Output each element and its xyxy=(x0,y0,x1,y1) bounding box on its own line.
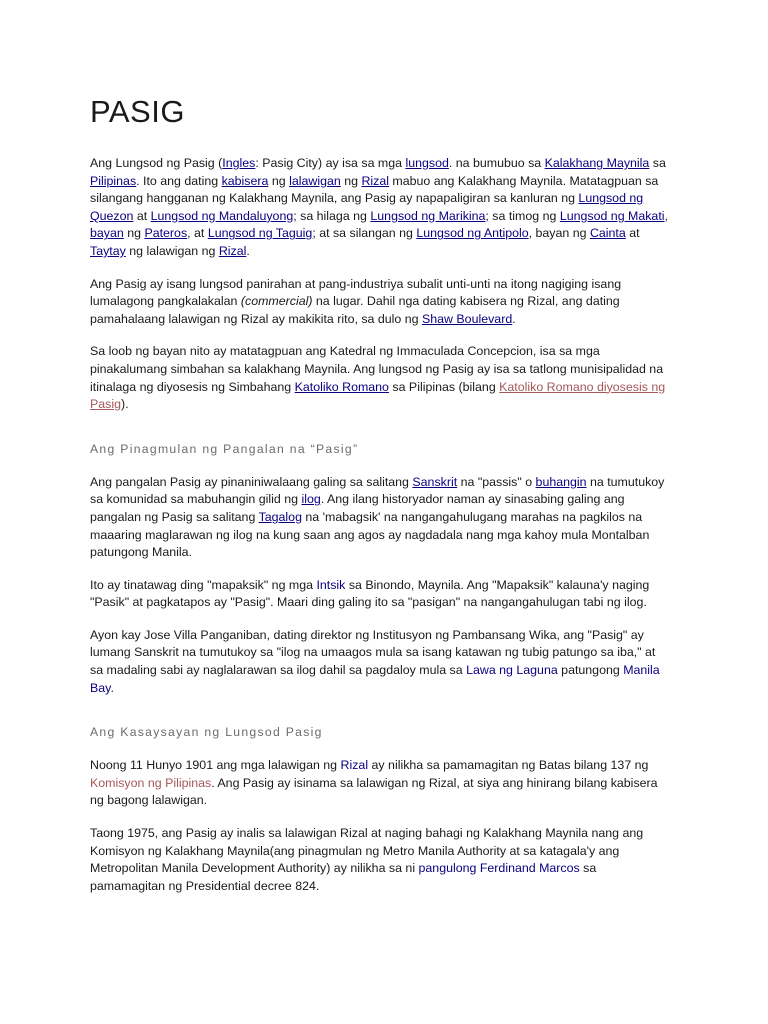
text-run: , xyxy=(664,208,668,223)
paragraph xyxy=(90,757,670,810)
text-run: mabuo ang Kalakhang Maynila. Matatagpuan sa silangang hangganan ng Kalakhang Maynila, ang Pasig ay napapaligiran sa kanluran ng xyxy=(90,173,659,206)
text-run: . Ito ang dating xyxy=(136,173,222,188)
section-heading xyxy=(90,723,670,741)
text-run: , bayan ng xyxy=(528,226,590,241)
text-run: at xyxy=(625,226,640,241)
wiki-link[interactable]: kabisera xyxy=(221,173,269,188)
text-run: Ang Pinagmulan ng Pangalan na “Pasig” xyxy=(90,441,359,456)
text-run: sa pamamagitan ng Presidential decree 824. xyxy=(90,861,597,893)
paragraph xyxy=(90,276,670,329)
wiki-link[interactable]: Pilipinas xyxy=(90,173,137,188)
wiki-link[interactable]: Pateros xyxy=(144,226,188,241)
paragraph xyxy=(90,155,670,261)
text-run: Ang Kasaysayan ng Lungsod Pasig xyxy=(90,725,323,740)
wiki-link[interactable]: pangulong Ferdinand Marcos xyxy=(418,861,580,876)
wiki-link[interactable]: Shaw Boulevard xyxy=(421,311,513,326)
text-run: ng xyxy=(268,173,290,188)
text-run: Ang Lungsod ng Pasig ( xyxy=(90,156,223,170)
text-run: , at xyxy=(187,226,208,241)
page-title: PASIG xyxy=(90,94,185,129)
wiki-link[interactable]: Komisyon ng Pilipinas xyxy=(90,775,212,790)
wiki-link[interactable]: Katoliko Romano xyxy=(294,379,389,394)
wiki-link[interactable]: Ingles xyxy=(222,156,256,170)
text-run: at xyxy=(133,208,151,223)
wiki-link[interactable]: buhangin xyxy=(535,474,587,489)
text-run: Ito ay tinatawag ding "mapaksik" ng mga xyxy=(90,577,317,592)
text-run: na lugar. Dahil nga dating kabisera ng Rizal, ang dating pamahalaang lalawigan ng Rizal ay makikita rito, sa dulo ng xyxy=(90,294,620,326)
wiki-link[interactable]: Taytay xyxy=(90,243,126,258)
text-run: Ayon kay Jose Villa Panganiban, dating direktor ng Institusyon ng Pambansang Wika, ang "Pasig" ay lumang Sanskrit na tumutukoy sa "ilog na umaagos mula sa isang katawan ng tubig patungo sa iba," at sa madaling sabi ay naglalarawan sa ilog dahil sa pagdaloy mula sa xyxy=(90,627,656,678)
text-run: ; sa hilaga ng xyxy=(293,208,371,223)
paragraph xyxy=(90,825,670,895)
article-body xyxy=(90,155,670,895)
wiki-link[interactable]: Tagalog xyxy=(258,509,302,524)
text-run: . Ang Pasig ay isinama sa lalawigan ng Rizal, at siya ang hinirang bilang kabisera ng bagong lalawigan. xyxy=(90,775,658,808)
wiki-link[interactable]: Intsik xyxy=(316,577,346,592)
wiki-link[interactable]: Lungsod ng Marikina xyxy=(370,208,486,223)
text-run: Taong 1975, ang Pasig ay inalis sa lalawigan Rizal at naging bahagi ng Kalakhang Maynila nang ang Komisyon ng Kalakhang Maynila(ang pinagmulan ng Metro Manila Authority at sa katagala'y ang Metropolitan Manila Development Authority) ay nilikha sa ni xyxy=(90,826,644,876)
wiki-link[interactable]: Sanskrit xyxy=(412,474,458,489)
text-run: ng xyxy=(340,173,362,188)
text-run: ng xyxy=(123,226,145,241)
text-run: na "passis" o xyxy=(457,474,536,489)
wiki-link[interactable]: lalawigan xyxy=(289,173,341,188)
wiki-link[interactable]: Lungsod ng Antipolo xyxy=(416,226,529,241)
text-run: sa Pilipinas (bilang xyxy=(388,379,500,394)
italic-text: (commercial) xyxy=(240,294,313,309)
wiki-link[interactable]: Lungsod ng Mandaluyong xyxy=(150,208,294,223)
wiki-link[interactable]: Rizal xyxy=(218,243,247,258)
wiki-link[interactable]: Cainta xyxy=(589,226,626,241)
text-run: : Pasig City) ay isa sa mga xyxy=(255,156,406,170)
paragraph xyxy=(90,577,670,612)
text-run: sa Binondo, Maynila. Ang "Mapaksik" kalauna'y naging "Pasik" at pagkatapos ay "Pasig". Maari ding galing ito sa "pasigan" na nangangahulugan tabi ng ilog. xyxy=(90,577,650,610)
text-run: . Ang ilang historyador naman ay sinasabing galing ang pangalan ng Pasig sa salitang xyxy=(90,492,625,524)
text-run: Ang pangalan Pasig ay pinaniniwalaang galing sa salitang xyxy=(90,474,413,489)
wiki-link[interactable]: Rizal xyxy=(361,173,389,188)
text-run: patungong xyxy=(557,663,624,678)
section-heading xyxy=(90,440,670,458)
paragraph xyxy=(90,627,670,697)
text-run: na tumutukoy sa komunidad sa mabuhangin gilid ng xyxy=(90,474,665,507)
paragraph xyxy=(90,343,670,413)
text-run: ). xyxy=(121,397,129,412)
text-run: Ang Pasig ay isang lungsod panirahan at pang-industriya subalit unti-unti na itong nagiging isang lumalagong pangkalakalan xyxy=(90,276,622,309)
text-run: Sa loob ng bayan nito ay matatagpuan ang Katedral ng Immaculada Concepcion, isa sa mga pinakalumang simbahan sa kalakhang Maynila. Ang lungsod ng Pasig ay isa sa tatlong munisipalidad na itinalaga ng diyosesis ng Simbahang xyxy=(90,344,664,394)
text-run: ng lalawigan ng xyxy=(125,243,219,258)
text-run: ay nilikha sa pamamagitan ng Batas bilang 137 ng xyxy=(368,758,649,773)
text-run: . xyxy=(110,680,114,695)
text-run: sa xyxy=(649,156,666,170)
text-run: ; sa timog ng xyxy=(485,208,560,223)
wiki-link[interactable]: Rizal xyxy=(340,758,369,773)
wiki-link[interactable]: Kalakhang Maynila xyxy=(544,156,650,170)
wiki-link[interactable]: lungsod xyxy=(405,156,449,170)
text-run: na 'mabagsik' na nangangahulugang marahas na pagkilos na maaaring maglarawan ng ilog na kung saan ang agos ay nagdadala nang mga kahoy mula Montalban patungong Manila. xyxy=(90,509,650,560)
text-run: . na bumubuo sa xyxy=(448,156,545,170)
text-run: ; at sa silangan ng xyxy=(312,226,417,241)
wiki-link[interactable]: ilog xyxy=(301,492,321,507)
wiki-link[interactable]: Lungsod ng Makati xyxy=(559,208,665,223)
text-run: . xyxy=(246,243,250,258)
wiki-link[interactable]: Lungsod ng Quezon xyxy=(90,191,644,223)
wiki-link[interactable]: Lawa ng Laguna xyxy=(466,663,558,678)
wiki-link[interactable]: Katoliko Romano diyosesis ng Pasig xyxy=(90,379,666,412)
wiki-link[interactable]: bayan xyxy=(90,226,124,241)
wiki-link[interactable]: Lungsod ng Taguig xyxy=(207,226,313,241)
text-run: . xyxy=(512,311,516,326)
paragraph xyxy=(90,474,670,562)
wiki-link[interactable]: Manila Bay xyxy=(90,663,660,695)
text-run: Noong 11 Hunyo 1901 ang mga lalawigan ng xyxy=(90,758,341,773)
